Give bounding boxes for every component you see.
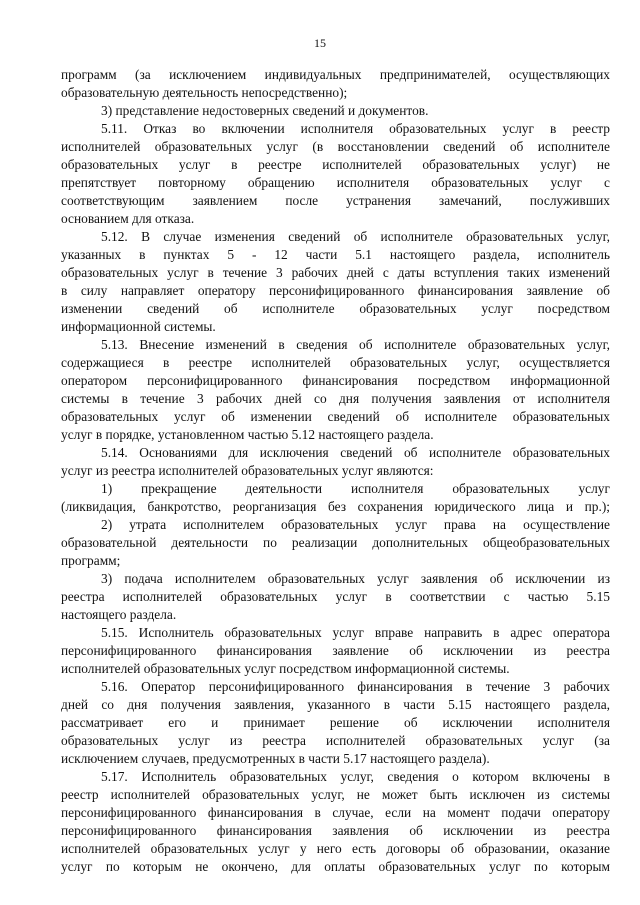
text-line: исполнителей образовательных услуг посредством информационной системы. bbox=[61, 661, 510, 676]
text-line: (ликвидация, банкротство, реорганизация без сохранения юридического лица и пр.); bbox=[61, 499, 610, 514]
text-line: 5.17. Исполнитель образовательных услуг, сведения о котором включены в bbox=[101, 769, 610, 784]
text-line: исключением случаев, предусмотренных в части 5.17 настоящего раздела). bbox=[61, 751, 490, 766]
text-line: 2) утрата исполнителем образовательных услуг права на осуществление bbox=[101, 517, 610, 532]
text-line: 5.16. Оператор персонифицированного финансирования в течение 3 рабочих bbox=[101, 679, 610, 694]
text-line: персонифицированного финансирования в случае, если на момент подачи оператору bbox=[61, 805, 610, 820]
text-line: образовательных услуг об изменении сведений об исполнителе образовательных bbox=[61, 409, 610, 424]
text-line: 5.11. Отказ во включении исполнителя образовательных услуг в реестр bbox=[101, 121, 610, 136]
text-line: реестра исполнителей образовательных услуг в соответствии с частью 5.15 bbox=[61, 589, 610, 604]
text-line: рассматривает его и принимает решение об исключении исполнителя bbox=[61, 715, 610, 730]
text-line: услуг по которым не окончено, для оплаты образовательных услуг по которым bbox=[61, 859, 610, 874]
text-line: 5.13. Внесение изменений в сведения об исполнителе образовательных услуг, bbox=[101, 337, 610, 352]
text-line: дней со дня получения заявления, указанного в части 5.15 настоящего раздела, bbox=[61, 697, 610, 712]
text-line: программ; bbox=[61, 553, 121, 568]
text-line: программ (за исключением индивидуальных предпринимателей, осуществляющих bbox=[61, 67, 610, 82]
text-line: 1) прекращение деятельности исполнителя образовательных услуг bbox=[101, 481, 610, 496]
text-line: услуг из реестра исполнителей образовательных услуг являются: bbox=[61, 463, 434, 478]
text-line: указанных в пунктах 5 - 12 части 5.1 настоящего раздела, исполнитель bbox=[61, 247, 610, 262]
text-line: 5.14. Основаниями для исключения сведений об исполнителе образовательных bbox=[101, 445, 610, 460]
page-number: 15 bbox=[314, 36, 326, 50]
document-body bbox=[61, 66, 610, 876]
text-line: образовательную деятельность непосредственно); bbox=[61, 85, 348, 100]
text-line: исполнителей образовательных услуг (в восстановлении сведений об исполнителе bbox=[61, 139, 610, 154]
text-line: настоящего раздела. bbox=[61, 607, 177, 622]
text-line: образовательной деятельности по реализации дополнительных общеобразовательных bbox=[61, 535, 610, 550]
text-line: услуг в порядке, установленном частью 5.12 настоящего раздела. bbox=[61, 427, 434, 442]
text-line: оператором персонифицированного финансирования посредством информационной bbox=[61, 373, 610, 388]
text-line: 5.12. В случае изменения сведений об исполнителе образовательных услуг, bbox=[101, 229, 610, 244]
text-line: образовательных услуг в реестре исполнителей образовательных услуг) не bbox=[61, 157, 610, 172]
text-line: образовательных услуг из реестра исполнителей образовательных услуг (за bbox=[61, 733, 610, 748]
text-line: 5.15. Исполнитель образовательных услуг вправе направить в адрес оператора bbox=[101, 625, 610, 640]
text-line: реестр исполнителей образовательных услуг, не может быть исключен из системы bbox=[61, 787, 610, 802]
text-line: препятствует повторному обращению исполнителя образовательных услуг с bbox=[61, 175, 610, 190]
text-line: персонифицированного финансирования заявление об исключении из реестра bbox=[61, 643, 610, 658]
text-line: изменении сведений об исполнителе образовательных услуг посредством bbox=[61, 301, 610, 316]
text-line: основанием для отказа. bbox=[61, 211, 195, 226]
text-line: образовательных услуг в течение 3 рабочих дней с даты вступления таких изменений bbox=[61, 265, 610, 280]
text-line: 3) подача исполнителем образовательных услуг заявления об исключении из bbox=[101, 571, 610, 586]
text-line: исполнителей образовательных услуг у него есть договоры об образовании, оказание bbox=[61, 841, 610, 856]
text-line: 3) представление недостоверных сведений и документов. bbox=[101, 103, 429, 118]
text-line: персонифицированного финансирования заявления об исключении из реестра bbox=[61, 823, 610, 838]
text-line: содержащиеся в реестре исполнителей образовательных услуг, осуществляется bbox=[61, 355, 610, 370]
text-line: системы в течение 3 рабочих дней со дня получения заявления от исполнителя bbox=[61, 391, 610, 406]
text-line: соответствующим заявлением после устранения замечаний, послуживших bbox=[61, 193, 610, 208]
text-line: в силу направляет оператору персонифицированного финансирования заявление об bbox=[61, 283, 610, 298]
text-line: информационной системы. bbox=[61, 319, 216, 334]
